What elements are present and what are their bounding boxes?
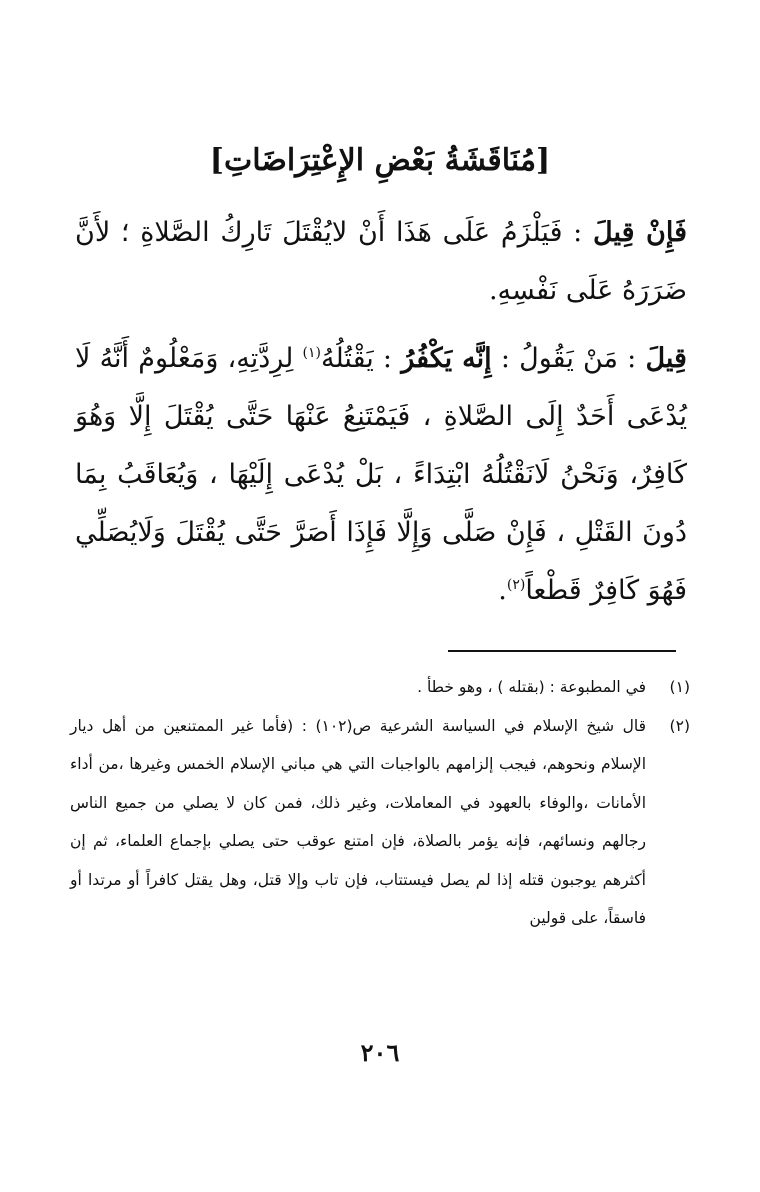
objection-text: : فَيَلْزَمُ عَلَى هَذَا أَنْ لايُقْتَلَ تَارِكُ الصَّلاةِ ؛ لأَنَّ ضَرَرَهُ عَلَى نَفْسِهِ.	[75, 217, 687, 306]
footnote-2	[70, 707, 690, 938]
section-heading: [مُنَاقَشَةُ بَعْضِ الإِعْتِرَاضَاتِ]	[209, 143, 551, 178]
footnote-separator	[448, 650, 676, 652]
footnote-ref-1: (١)	[302, 345, 322, 361]
objection-lead: فَإِنْ قِيلَ	[593, 217, 687, 248]
response-text-c: لِرِدَّتِهِ، وَمَعْلُومٌ أَنَّهُ لَا يُدْعَى أَحَدٌ إِلَى الصَّلاةِ ، فَيَمْتَنِعُ عَنْهَا حَتَّى يُقْتَلَ إِلَّا وَهُوَ كَافِرٌ، وَنَحْنُ لَانَقْتُلُهُ ابْتِدَاءً ، بَلْ يُدْعَى إِلَيْهَا ، وَيُعَاقَبُ بِمَا دُونَ القَتْلِ ، فَإِنْ صَلَّى وَإِلَّا فَإِذَا أَصَرَّ حَتَّى يُقْتَلَ وَلَايُصَلِّي فَهُوَ كَافِرٌ قَطْعاً	[75, 343, 687, 606]
footnote-1	[70, 668, 690, 707]
paragraph-response	[75, 330, 687, 620]
response-end: .	[498, 575, 507, 606]
response-text-b: : يَقْتُلُهُ	[321, 343, 393, 374]
footnote-ref-2: (٢)	[506, 577, 526, 593]
response-bold-phrase: إِنَّه يَكْفُرُ	[401, 343, 492, 374]
footnote-text: في المطبوعة : (بقتله ) ، وهو خطأ .	[417, 678, 646, 696]
page-number: ٢٠٦	[360, 1038, 400, 1067]
footnotes	[70, 668, 690, 938]
footnote-number: (١)	[669, 678, 690, 696]
response-text-a: : مَنْ يَقُولُ :	[500, 343, 637, 374]
paragraph-objection	[75, 204, 687, 320]
footnote-number: (٢)	[669, 716, 690, 735]
footnote-text: قال شيخ الإسلام في السياسة الشرعية ص(١٠٢) : (فأما غير الممتنعين من أهل ديار الإسلام ونحوهم، فيجب إلزامهم بالواجبات التي هي مباني الإسلام الخمس وغيرها ،من أداء الأمانات ،والوفاء بالعهود في المعاملات، وغير ذلك، فمن كان لا يصلي من جميع الناس رجالهم ونسائهم، فإنه يؤمر بالصلاة، فإن امتنع عوقب حتى يصلي بإجماع العلماء، ثم إن أكثرهم يوجبون قتله إذا لم يصل فيستتاب، فإن تاب وإلا قتل، وهل يقتل كافراً أو مرتدا أو فاسقاً، على قولين	[70, 716, 646, 927]
response-lead: قِيلَ	[645, 343, 687, 374]
